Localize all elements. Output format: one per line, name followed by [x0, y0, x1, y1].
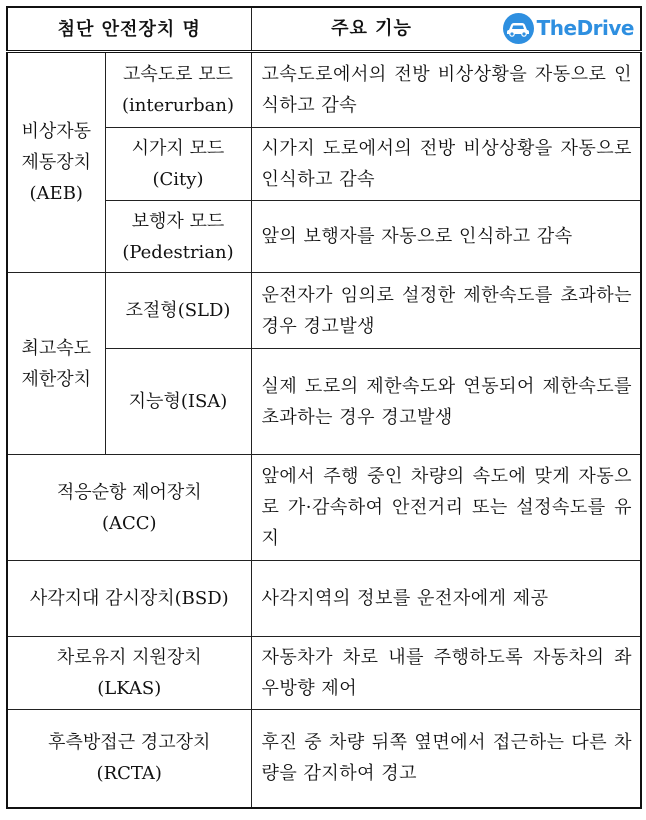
aeb-group-line: 비상자동 [21, 121, 92, 142]
mode-name: 지능형(ISA) [128, 391, 228, 412]
device-name-en: (RCTA) [96, 763, 162, 785]
speed-limit-group-cell [7, 273, 105, 455]
rcta-desc: 후진 중 차량 뒤쪽 옆면에서 접근하는 다른 차량을 감지하여 경고 [251, 710, 641, 808]
speed-limit-sld [105, 273, 251, 349]
acc-name-cell [7, 455, 251, 561]
header-device-name: 첨단 안전장치 명 [7, 7, 251, 52]
header-main-function [251, 7, 641, 52]
rcta-name-cell [7, 710, 251, 808]
bsd-name-cell [7, 561, 251, 637]
aeb-mode-city [105, 128, 251, 201]
bsd-desc: 사각지역의 정보를 운전자에게 제공 [251, 561, 641, 637]
speed-limit-group-line: 제한장치 [21, 368, 92, 390]
mode-name-en: (interurban) [122, 95, 234, 116]
mode-name: 조절형(SLD) [125, 300, 231, 321]
aeb-group-line: (AEB) [29, 183, 83, 204]
speed-limit-isa [105, 349, 251, 455]
mode-name-en: (City) [152, 169, 204, 190]
aeb-group-line: 제동장치 [21, 152, 92, 173]
table-row [7, 637, 641, 710]
safety-device-table [6, 6, 642, 809]
aeb-interurban-desc: 고속도로에서의 전방 비상상황을 자동으로 인식하고 감속 [251, 52, 641, 128]
table-row [7, 710, 641, 808]
car-icon [503, 13, 534, 44]
mode-name: 시가지 모드 [131, 138, 225, 159]
logo-text: TheDrive [536, 16, 634, 40]
device-name: 사각지대 감시장치(BSD) [29, 588, 229, 609]
isa-desc: 실제 도로의 제한속도와 연동되어 제한속도를 초과하는 경우 경고발생 [251, 349, 641, 455]
lkas-name-cell [7, 637, 251, 710]
aeb-group-cell [7, 52, 105, 273]
header-function-label: 주요 기능 [331, 18, 412, 39]
table-row [7, 455, 641, 561]
table-row [7, 52, 641, 128]
aeb-mode-interurban [105, 52, 251, 128]
device-name-en: (ACC) [101, 512, 157, 534]
device-name-en: (LKAS) [97, 678, 162, 699]
aeb-mode-pedestrian [105, 201, 251, 273]
speed-limit-group-line: 최고속도 [21, 337, 92, 359]
device-name: 적응순항 제어장치 [56, 481, 202, 503]
device-name: 차로유지 지원장치 [56, 647, 202, 668]
thedrive-logo [503, 13, 634, 44]
aeb-pedestrian-desc: 앞의 보행자를 자동으로 인식하고 감속 [251, 201, 641, 273]
header-row [7, 7, 641, 52]
device-name: 후측방접근 경고장치 [48, 732, 211, 754]
sld-desc: 운전자가 임의로 설정한 제한속도를 초과하는 경우 경고발생 [251, 273, 641, 349]
lkas-desc: 자동차가 차로 내를 주행하도록 자동차의 좌우방향 제어 [251, 637, 641, 710]
aeb-city-desc: 시가지 도로에서의 전방 비상상황을 자동으로 인식하고 감속 [251, 128, 641, 201]
mode-name: 고속도로 모드 [122, 64, 234, 85]
table-row [7, 273, 641, 349]
acc-desc: 앞에서 주행 중인 차량의 속도에 맞게 자동으로 가·감속하여 안전거리 또는 설정속도를 유지 [251, 455, 641, 561]
table-row [7, 561, 641, 637]
mode-name: 보행자 모드 [131, 210, 225, 232]
mode-name-en: (Pedestrian) [122, 241, 234, 263]
